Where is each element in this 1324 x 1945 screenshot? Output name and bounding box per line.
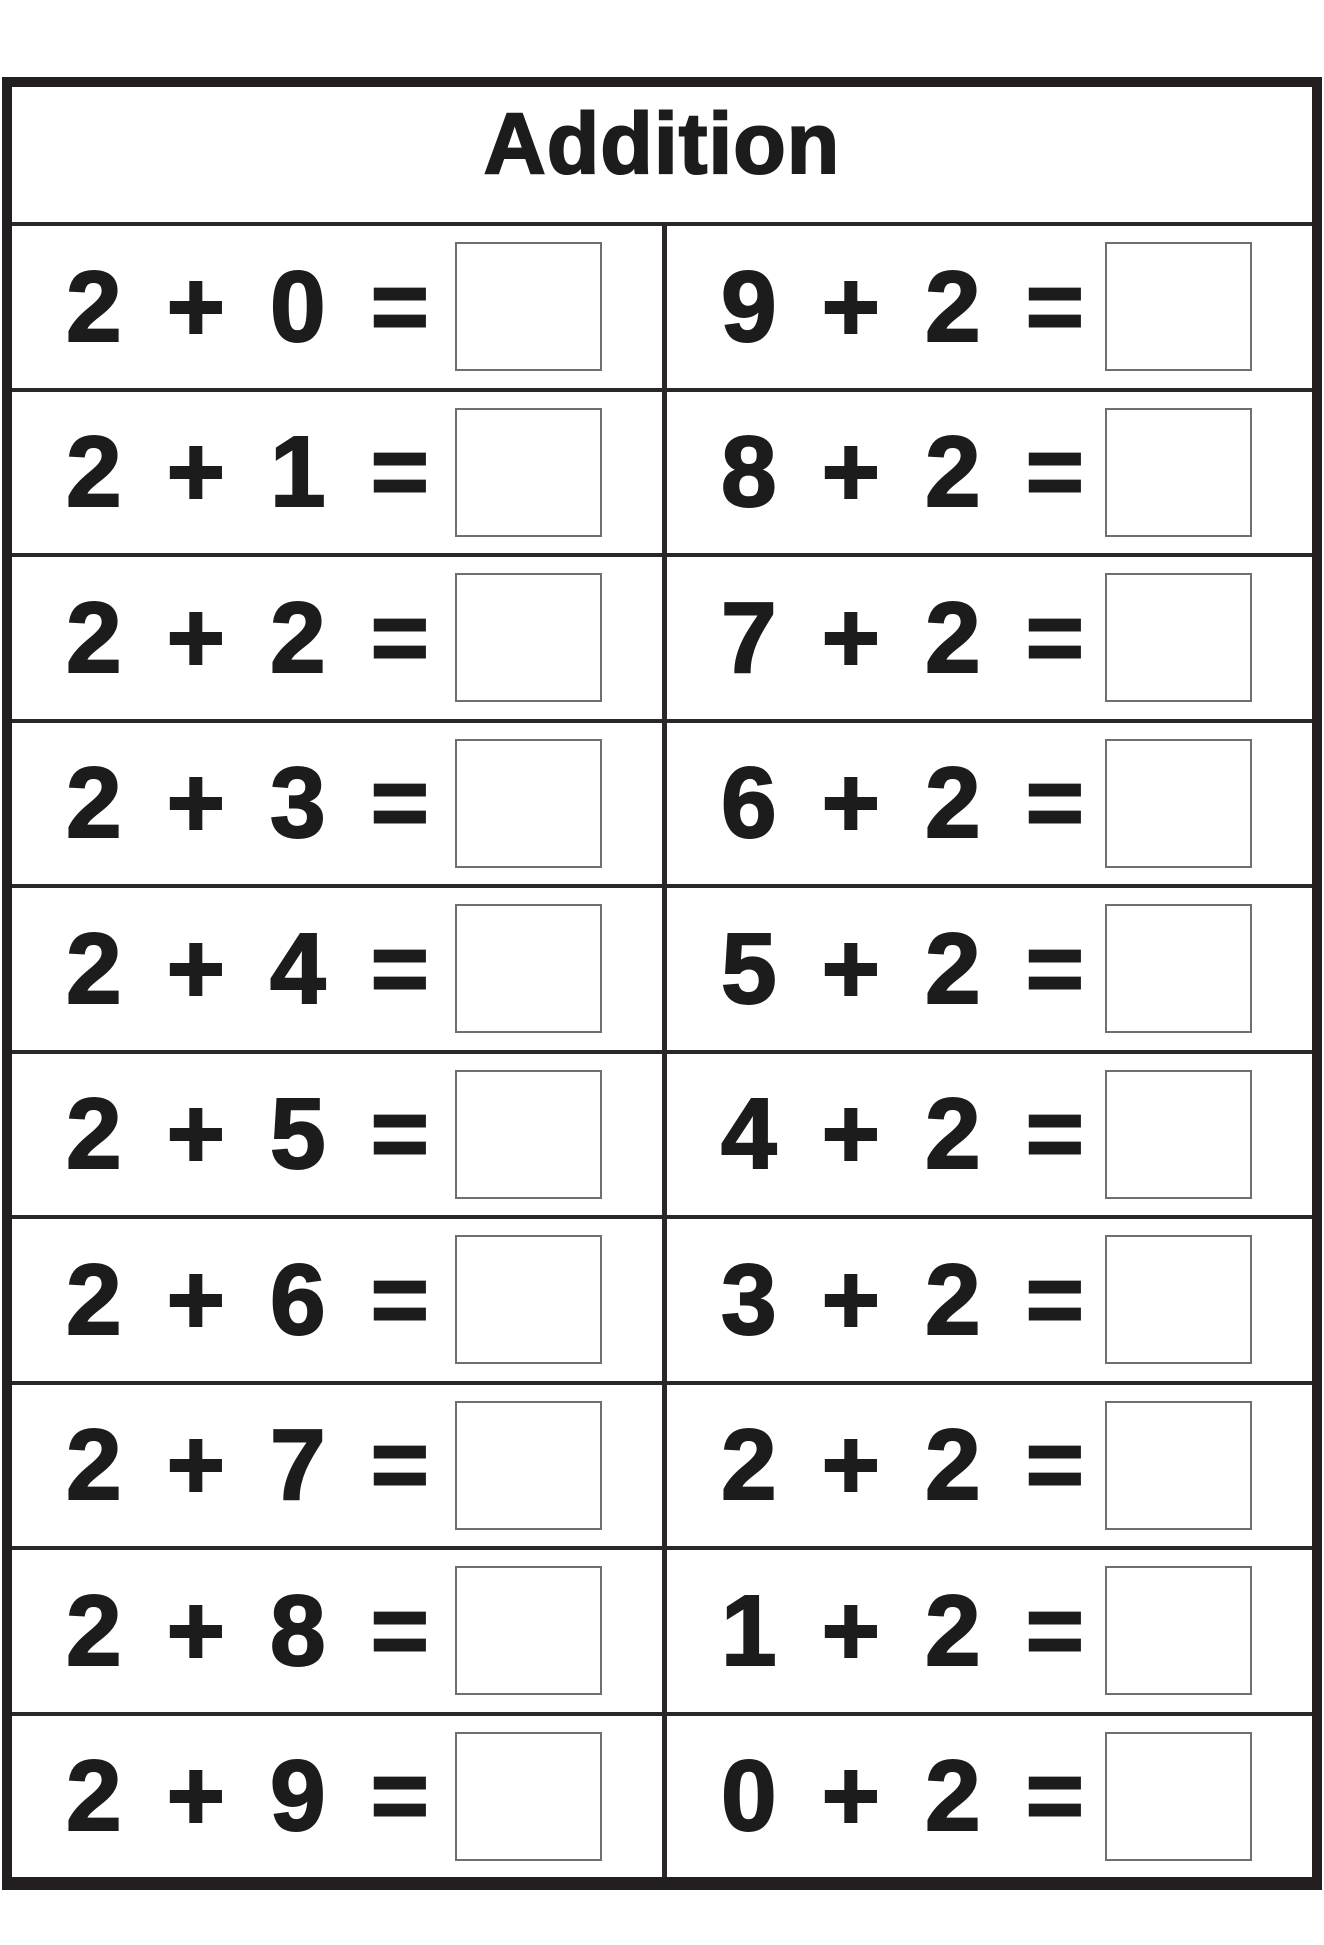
problem-expression xyxy=(721,912,1085,1025)
problem-expression xyxy=(721,1740,1085,1853)
problem-row xyxy=(12,1215,1312,1381)
equals-sign: = xyxy=(1025,581,1085,694)
equals-sign: = xyxy=(370,747,430,860)
problem-row xyxy=(12,1546,1312,1712)
equals-sign: = xyxy=(370,1409,430,1522)
equals-sign: = xyxy=(370,581,430,694)
answer-box[interactable] xyxy=(1105,573,1252,702)
addend-first: 2 xyxy=(66,416,122,529)
problem-cell-right xyxy=(662,1385,1312,1547)
plus-sign: + xyxy=(821,1574,881,1687)
addend-second: 2 xyxy=(925,581,981,694)
problem-expression xyxy=(66,1574,430,1687)
plus-sign: + xyxy=(821,747,881,860)
addend-second: 2 xyxy=(925,416,981,529)
problem-row xyxy=(12,553,1312,719)
equals-sign: = xyxy=(1025,416,1085,529)
problem-cell-right xyxy=(662,226,1312,388)
problem-expression xyxy=(721,1078,1085,1191)
equals-sign: = xyxy=(1025,1078,1085,1191)
addend-first: 3 xyxy=(721,1243,777,1356)
problems-grid xyxy=(12,222,1312,1877)
problem-cell-right xyxy=(662,1219,1312,1381)
equals-sign: = xyxy=(370,1574,430,1687)
addend-second: 5 xyxy=(270,1078,326,1191)
problem-expression xyxy=(721,581,1085,694)
problem-cell-left xyxy=(12,1385,662,1547)
plus-sign: + xyxy=(166,1409,226,1522)
problem-cell-right xyxy=(662,723,1312,885)
answer-box[interactable] xyxy=(1105,408,1252,537)
equals-sign: = xyxy=(1025,747,1085,860)
addend-first: 2 xyxy=(66,1574,122,1687)
addend-second: 4 xyxy=(270,912,326,1025)
addend-first: 1 xyxy=(721,1574,777,1687)
equals-sign: = xyxy=(370,1243,430,1356)
addend-second: 2 xyxy=(925,250,981,363)
problem-cell-left xyxy=(12,1716,662,1878)
plus-sign: + xyxy=(166,1243,226,1356)
addend-first: 2 xyxy=(66,1740,122,1853)
problem-expression xyxy=(721,416,1085,529)
problem-expression xyxy=(66,1078,430,1191)
addend-second: 8 xyxy=(270,1574,326,1687)
problem-cell-left xyxy=(12,226,662,388)
plus-sign: + xyxy=(166,1078,226,1191)
plus-sign: + xyxy=(166,747,226,860)
problem-expression xyxy=(721,1574,1085,1687)
equals-sign: = xyxy=(1025,1243,1085,1356)
answer-box[interactable] xyxy=(455,1235,602,1364)
plus-sign: + xyxy=(821,1243,881,1356)
addend-first: 2 xyxy=(66,747,122,860)
addend-second: 1 xyxy=(270,416,326,529)
addend-second: 2 xyxy=(925,1740,981,1853)
answer-box[interactable] xyxy=(455,408,602,537)
problem-expression xyxy=(66,1243,430,1356)
problem-cell-right xyxy=(662,392,1312,554)
plus-sign: + xyxy=(821,1409,881,1522)
plus-sign: + xyxy=(166,416,226,529)
plus-sign: + xyxy=(166,912,226,1025)
addend-first: 8 xyxy=(721,416,777,529)
answer-box[interactable] xyxy=(1105,1732,1252,1861)
addend-second: 0 xyxy=(270,250,326,363)
answer-box[interactable] xyxy=(1105,1070,1252,1199)
addend-first: 2 xyxy=(66,912,122,1025)
answer-box[interactable] xyxy=(455,1401,602,1530)
plus-sign: + xyxy=(166,581,226,694)
problem-cell-left xyxy=(12,723,662,885)
worksheet-title-row xyxy=(12,87,1312,222)
answer-box[interactable] xyxy=(1105,242,1252,371)
plus-sign: + xyxy=(821,912,881,1025)
problem-cell-left xyxy=(12,1219,662,1381)
equals-sign: = xyxy=(370,416,430,529)
equals-sign: = xyxy=(1025,1409,1085,1522)
problem-cell-left xyxy=(12,392,662,554)
answer-box[interactable] xyxy=(455,739,602,868)
problem-expression xyxy=(66,1740,430,1853)
problem-expression xyxy=(721,747,1085,860)
problem-cell-right xyxy=(662,557,1312,719)
problem-cell-left xyxy=(12,1550,662,1712)
answer-box[interactable] xyxy=(1105,904,1252,1033)
equals-sign: = xyxy=(1025,912,1085,1025)
equals-sign: = xyxy=(1025,250,1085,363)
plus-sign: + xyxy=(166,1740,226,1853)
answer-box[interactable] xyxy=(455,904,602,1033)
problem-cell-right xyxy=(662,1054,1312,1216)
addend-first: 6 xyxy=(721,747,777,860)
answer-box[interactable] xyxy=(1105,739,1252,868)
addend-first: 4 xyxy=(721,1078,777,1191)
problem-expression xyxy=(721,1243,1085,1356)
problem-expression xyxy=(66,416,430,529)
problem-cell-right xyxy=(662,1550,1312,1712)
equals-sign: = xyxy=(370,912,430,1025)
problem-row xyxy=(12,884,1312,1050)
equals-sign: = xyxy=(1025,1574,1085,1687)
addend-first: 2 xyxy=(66,1409,122,1522)
plus-sign: + xyxy=(821,1740,881,1853)
problem-cell-right xyxy=(662,888,1312,1050)
addend-first: 2 xyxy=(66,250,122,363)
problem-row xyxy=(12,222,1312,388)
addend-first: 7 xyxy=(721,581,777,694)
answer-box[interactable] xyxy=(1105,1401,1252,1530)
plus-sign: + xyxy=(821,581,881,694)
answer-box[interactable] xyxy=(1105,1235,1252,1364)
addend-second: 2 xyxy=(925,747,981,860)
answer-box[interactable] xyxy=(455,1566,602,1695)
plus-sign: + xyxy=(166,250,226,363)
problem-row xyxy=(12,719,1312,885)
addend-first: 5 xyxy=(721,912,777,1025)
equals-sign: = xyxy=(1025,1740,1085,1853)
equals-sign: = xyxy=(370,1740,430,1853)
problem-cell-left xyxy=(12,888,662,1050)
problem-expression xyxy=(66,747,430,860)
equals-sign: = xyxy=(370,1078,430,1191)
plus-sign: + xyxy=(821,1078,881,1191)
problem-expression xyxy=(66,250,430,363)
answer-box[interactable] xyxy=(455,1070,602,1199)
problem-expression xyxy=(721,250,1085,363)
addend-second: 2 xyxy=(270,581,326,694)
problem-expression xyxy=(66,581,430,694)
addend-second: 2 xyxy=(925,912,981,1025)
addend-second: 6 xyxy=(270,1243,326,1356)
problem-row xyxy=(12,1381,1312,1547)
problem-expression xyxy=(66,912,430,1025)
addition-worksheet xyxy=(2,77,1322,1890)
equals-sign: = xyxy=(370,250,430,363)
answer-box[interactable] xyxy=(455,242,602,371)
plus-sign: + xyxy=(166,1574,226,1687)
addend-second: 9 xyxy=(270,1740,326,1853)
problem-row xyxy=(12,388,1312,554)
problem-cell-left xyxy=(12,557,662,719)
answer-box[interactable] xyxy=(455,573,602,702)
problem-cell-left xyxy=(12,1054,662,1216)
addend-first: 2 xyxy=(66,1243,122,1356)
worksheet-title: Addition xyxy=(483,96,841,192)
addend-second: 2 xyxy=(925,1078,981,1191)
addend-second: 2 xyxy=(925,1409,981,1522)
addend-first: 0 xyxy=(721,1740,777,1853)
addend-second: 7 xyxy=(270,1409,326,1522)
plus-sign: + xyxy=(821,416,881,529)
addend-first: 2 xyxy=(66,581,122,694)
addend-first: 9 xyxy=(721,250,777,363)
problem-row xyxy=(12,1050,1312,1216)
addend-first: 2 xyxy=(721,1409,777,1522)
addend-second: 2 xyxy=(925,1574,981,1687)
plus-sign: + xyxy=(821,250,881,363)
answer-box[interactable] xyxy=(455,1732,602,1861)
addend-first: 2 xyxy=(66,1078,122,1191)
addend-second: 2 xyxy=(925,1243,981,1356)
problem-row xyxy=(12,1712,1312,1878)
addend-second: 3 xyxy=(270,747,326,860)
problem-expression xyxy=(721,1409,1085,1522)
answer-box[interactable] xyxy=(1105,1566,1252,1695)
problem-expression xyxy=(66,1409,430,1522)
problem-cell-right xyxy=(662,1716,1312,1878)
